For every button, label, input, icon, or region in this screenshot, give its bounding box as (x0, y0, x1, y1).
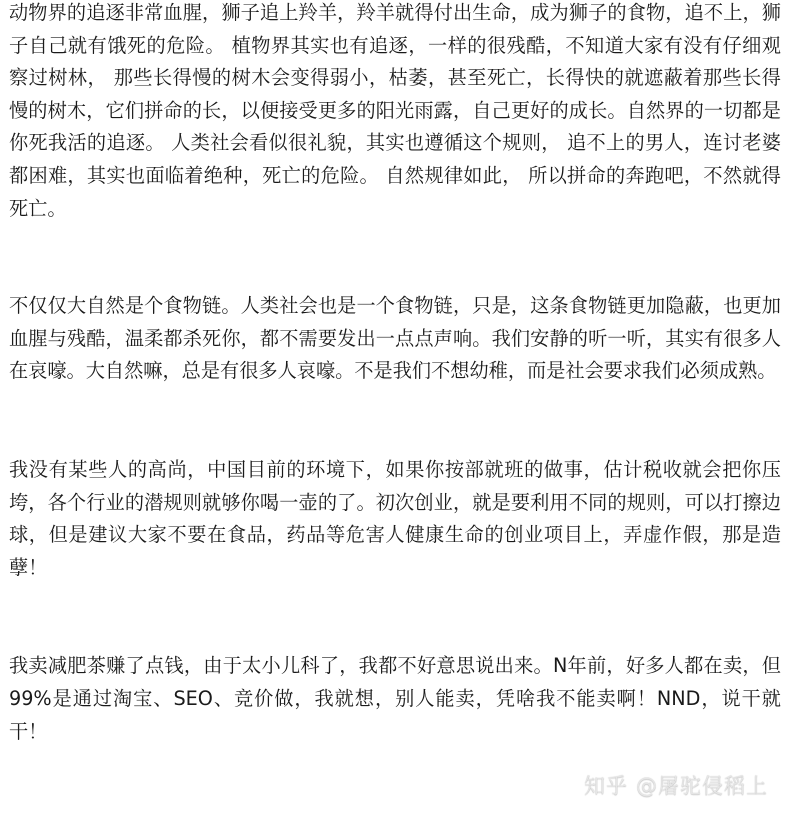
watermark-author: @屠驼侵稻上 (636, 774, 768, 798)
article-body (9, 0, 781, 748)
watermark-site: 知乎 (584, 774, 628, 798)
paragraph-1: 动物界的追逐非常血腥，狮子追上羚羊，羚羊就得付出生命，成为狮子的食物，追不上，狮子自己就有饿死的危险。 植物界其实也有追逐，一样的很残酷，不知道大家有没有仔细观察过树林， 那些长得慢的树木会变得弱小，枯萎，甚至死亡，长得快的就遮蔽着那些长得慢的树木，它们拼命的长，以便接受更多的阳光雨露，自己更好的成长。自然界的一切都是你死我活的追逐。 人类社会看似很礼貌，其实也遵循这个规则， 追不上的男人，连讨老婆都困难，其实也面临着绝种，死亡的危险。 自然规律如此， 所以拼命的奔跑吧，不然就得死亡。 (9, 1, 781, 220)
zhihu-watermark (584, 770, 768, 800)
paragraph-2: 不仅仅大自然是个食物链。人类社会也是一个食物链，只是，这条食物链更加隐蔽，也更加血腥与残酷，温柔都杀死你，都不需要发出一点点声响。我们安静的听一听，其实有很多人在哀嚎。大自然嘛，总是有很多人哀嚎。不是我们不想幼稚，而是社会要求我们必须成熟。 (9, 294, 781, 383)
paragraph-3: 我没有某些人的高尚，中国目前的环境下，如果你按部就班的做事，估计税收就会把你压垮，各个行业的潜规则就够你喝一壶的了。初次创业，就是要利用不同的规则，可以打擦边球，但是建议大家不要在食品，药品等危害人健康生命的创业项目上，弄虚作假，那是造孽！ (9, 457, 781, 579)
paragraph-4: 我卖减肥茶赚了点钱，由于太小儿科了，我都不好意思说出来。N年前，好多人都在卖，但99%是通过淘宝、SEO、竞价做，我就想，别人能卖，凭啥我不能卖啊！NND，说干就干！ (9, 654, 781, 743)
